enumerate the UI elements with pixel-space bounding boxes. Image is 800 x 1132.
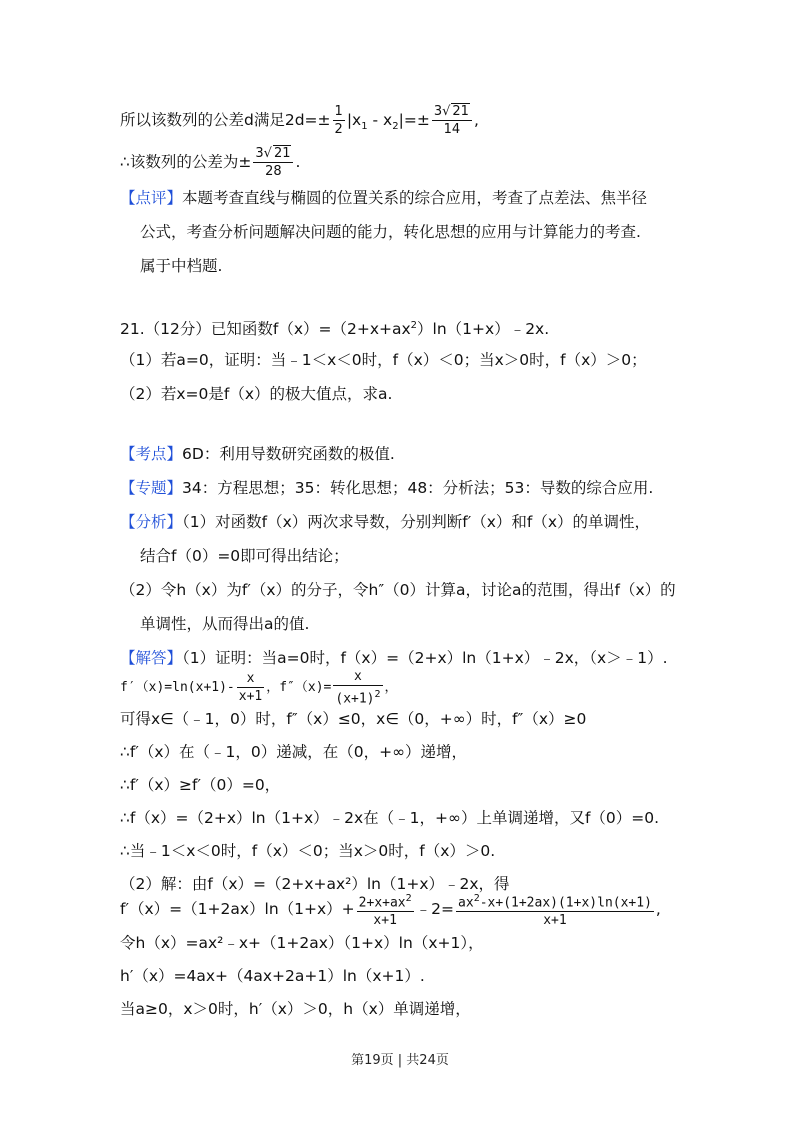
comment-tag: 【点评】 bbox=[120, 189, 183, 207]
topic bbox=[120, 477, 653, 499]
numerator: 3√ 21 bbox=[432, 103, 472, 121]
analysis-line-2 bbox=[140, 545, 349, 567]
text: f′（x）=（1+2ax）ln（1+x）+ bbox=[120, 900, 355, 919]
comment-line-2 bbox=[140, 221, 641, 243]
solution-step-9 bbox=[120, 998, 471, 1020]
text: 令h（x）=ax²﹣x+（1+2ax）（1+x）ln（x+1）， bbox=[120, 934, 484, 952]
text: 本题考查直线与椭圆的位置关系的综合应用，考查了点差法、焦半径 bbox=[182, 189, 648, 207]
text: （1）对函数f（x）两次求导数，分别判断f′（x）和f（x）的单调性， bbox=[182, 513, 651, 531]
superscript: 2 bbox=[410, 320, 418, 331]
text: , bbox=[655, 900, 661, 919]
denominator bbox=[333, 686, 382, 707]
derivative-equation-2 bbox=[120, 890, 661, 929]
text: 当a≥0，x＞0时，h′（x）＞0，h（x）单调递增， bbox=[120, 1000, 471, 1018]
analysis-line-3 bbox=[120, 579, 676, 601]
text: 6D：利用导数研究函数的极值. bbox=[182, 445, 395, 463]
text: ax bbox=[458, 895, 474, 911]
text: 可得x∈（﹣1，0）时，f″（x）≤0，x∈（0，+∞）时，f″（x）≥0 bbox=[120, 710, 587, 728]
knowledge-tag: 【考点】 bbox=[120, 445, 183, 463]
text: 2+x+ax bbox=[358, 895, 406, 911]
text: （1）证明：当a=0时，f（x）=（2+x）ln（1+x）﹣2x，（x＞﹣1）. bbox=[182, 649, 668, 667]
numerator: 3√ 21 bbox=[253, 145, 293, 163]
text: （2）若x=0是f（x）的极大值点，求a. bbox=[120, 385, 393, 403]
numerator: 1 bbox=[334, 104, 343, 119]
denominator: 2 bbox=[334, 122, 343, 137]
solution-step-2 bbox=[120, 741, 467, 763]
fraction-half bbox=[333, 103, 345, 138]
denominator: x+1 bbox=[238, 689, 263, 705]
coefficient: 3 bbox=[433, 104, 443, 119]
plus-minus: ± bbox=[416, 111, 430, 129]
text: （1）若a=0，证明：当﹣1＜x＜0时，f（x）＜0；当x＞0时，f（x）＞0； bbox=[120, 351, 647, 369]
solution-tag: 【解答】 bbox=[120, 649, 183, 667]
fraction bbox=[357, 890, 414, 929]
text: , bbox=[473, 111, 479, 129]
text: 34：方程思想；35：转化思想；48：分析法；53：导数的综合应用. bbox=[182, 479, 654, 497]
text: ∴f′（x）≥f′（0）=0， bbox=[120, 776, 281, 794]
denominator: 14 bbox=[443, 122, 461, 137]
solution-step-4 bbox=[120, 807, 659, 829]
superscript: 2 bbox=[473, 893, 480, 904]
text: ∴当﹣1＜x＜0时，f（x）＜0；当x＞0时，f（x）＞0. bbox=[120, 842, 496, 860]
text: 结合f（0）=0即可得出结论； bbox=[140, 547, 349, 565]
text: ）ln（1+x）﹣2x. bbox=[417, 320, 550, 339]
topic-tag: 【专题】 bbox=[120, 479, 183, 497]
subscript: 1 bbox=[361, 121, 368, 133]
text: 所以该数列的公差d满足2d= bbox=[120, 111, 318, 129]
solution-line-1 bbox=[120, 647, 668, 669]
analysis-line-1 bbox=[120, 511, 650, 533]
solution-step-8 bbox=[120, 965, 425, 987]
text: ，f″（x)= bbox=[266, 680, 332, 696]
fraction bbox=[237, 670, 264, 705]
page-footer: 第19页 | 共24页 bbox=[351, 1053, 449, 1068]
numerator: x bbox=[333, 668, 382, 686]
superscript: 2 bbox=[405, 893, 412, 904]
text: 单调性，从而得出a的值. bbox=[140, 615, 310, 633]
text: （2）解：由f（x）=（2+x+ax²）ln（1+x）﹣2x，得 bbox=[120, 875, 510, 893]
text: f′（x)=ln(x+1)- bbox=[120, 680, 235, 696]
solution-step-3 bbox=[120, 774, 280, 796]
numerator bbox=[456, 890, 654, 912]
question-21-part-1 bbox=[120, 349, 647, 371]
common-difference-result bbox=[120, 145, 300, 180]
solution-step-5 bbox=[120, 840, 495, 862]
question-21-part-2 bbox=[120, 383, 392, 405]
solution-step-1 bbox=[120, 708, 586, 730]
text: (x+1) bbox=[335, 691, 375, 707]
text: |= bbox=[398, 111, 417, 129]
comment-line-1 bbox=[120, 187, 647, 209]
solution-step-7 bbox=[120, 932, 484, 954]
fraction bbox=[333, 668, 382, 707]
derivative-equation-1 bbox=[120, 668, 398, 707]
denominator: x+1 bbox=[543, 913, 567, 929]
plus-minus: ± bbox=[317, 111, 331, 129]
text: （2）令h（x）为f′（x）的分子，令h″（0）计算a，讨论a的范围，得出f（x）的 bbox=[120, 581, 676, 599]
denominator: 28 bbox=[265, 164, 282, 179]
comment-line-3 bbox=[140, 255, 222, 277]
subscript: 2 bbox=[392, 121, 399, 133]
text: 21.（12分）已知函数f（x）=（2+x+ax bbox=[120, 320, 411, 339]
radicand: 21 bbox=[273, 146, 291, 161]
text: ， bbox=[384, 680, 398, 696]
text: ∴f（x）=（2+x）ln（1+x）﹣2x在（﹣1，+∞）上单调递增，又f（0）=0. bbox=[120, 809, 660, 827]
fraction-root-over-28 bbox=[253, 145, 293, 180]
text: ﹣2= bbox=[415, 900, 455, 919]
text: ∴f′（x）在（﹣1，0）递减，在（0，+∞）递增， bbox=[120, 743, 467, 761]
coefficient: 3 bbox=[255, 146, 264, 161]
fraction bbox=[456, 890, 654, 929]
text: . bbox=[295, 153, 301, 171]
knowledge-point bbox=[120, 443, 395, 465]
text: 属于中档题. bbox=[140, 257, 223, 275]
text: h′（x）=4ax+（4ax+2a+1）ln（x+1）. bbox=[120, 967, 425, 985]
text: |x bbox=[346, 111, 362, 129]
analysis-line-4 bbox=[140, 613, 309, 635]
fraction-root-over-14 bbox=[432, 103, 472, 138]
radicand: 21 bbox=[452, 104, 469, 119]
text: -x+(1+2ax)(1+x)ln(x+1) bbox=[479, 895, 652, 911]
question-21-stem bbox=[120, 315, 549, 340]
common-difference-equation bbox=[120, 103, 479, 138]
text: ∴该数列的公差为± bbox=[120, 153, 252, 171]
denominator: x+1 bbox=[373, 913, 397, 929]
analysis-tag: 【分析】 bbox=[120, 513, 183, 531]
text: 公式，考查分析问题解决问题的能力，转化思想的应用与计算能力的考查. bbox=[140, 223, 641, 241]
numerator bbox=[357, 890, 414, 912]
numerator: x bbox=[237, 670, 264, 688]
superscript: 2 bbox=[374, 689, 381, 700]
text: - x bbox=[367, 111, 393, 129]
